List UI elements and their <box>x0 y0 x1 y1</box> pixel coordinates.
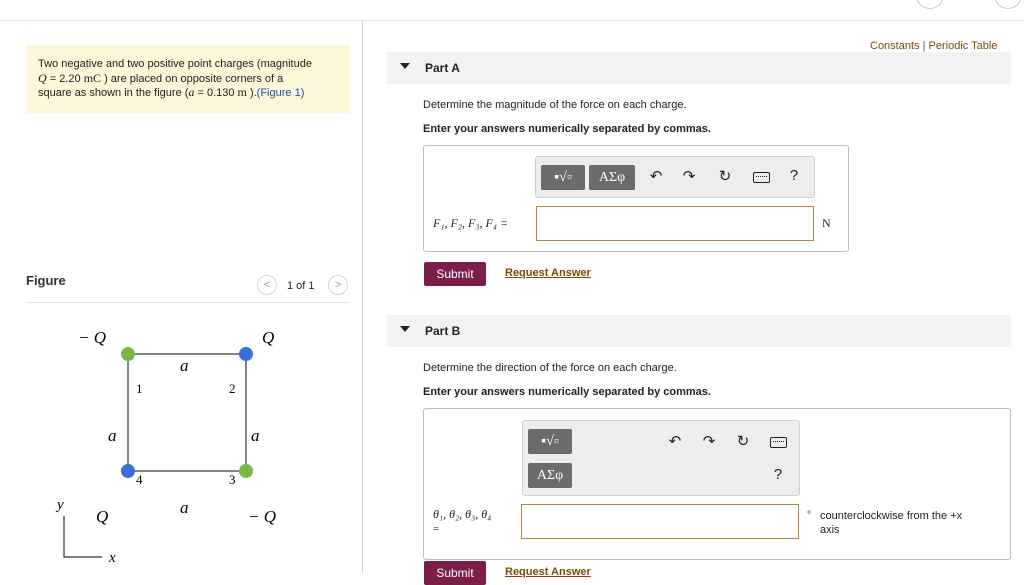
part-a-instruction: Enter your answers numerically separated by commas. <box>423 123 711 135</box>
charge-label-top-left: − Q <box>78 328 106 347</box>
charge-4-dot <box>121 464 135 478</box>
figure-next-button[interactable] <box>328 275 348 295</box>
charge-label-top-right: Q <box>262 328 275 347</box>
axis-x-label: x <box>109 550 116 566</box>
next-problem-button[interactable] <box>994 0 1022 9</box>
part-b-degree-marker: ° <box>807 510 811 521</box>
reference-links: Constants | Periodic Table <box>870 40 998 52</box>
part-a-label: F₁, F₂, F₃, F₄ = <box>433 216 509 230</box>
prev-problem-button[interactable] <box>916 0 944 9</box>
collapse-triangle-icon <box>400 63 410 69</box>
side-label-right: a <box>251 426 260 445</box>
side-label-bottom: a <box>180 498 189 517</box>
part-a-unit: N <box>822 216 831 230</box>
part-b-instruction: Enter your answers numerically separated by commas. <box>423 386 711 398</box>
chevron-left-icon: < <box>263 279 271 291</box>
charge-3-dot <box>239 464 253 478</box>
axis-y-label: y <box>57 497 64 513</box>
part-a-request-answer-link[interactable]: Request Answer <box>505 267 591 279</box>
figure-link[interactable]: (Figure 1) <box>256 87 305 99</box>
part-b-header[interactable] <box>387 315 1011 347</box>
charge-2-dot <box>239 347 253 361</box>
keyboard-icon[interactable] <box>767 434 789 451</box>
collapse-triangle-icon <box>400 326 410 332</box>
periodic-table-link[interactable]: Periodic Table <box>928 40 998 52</box>
part-b-equals: = <box>433 523 440 535</box>
part-b-question: Determine the direction of the force on each charge. <box>423 362 677 374</box>
part-b-submit-button[interactable]: Submit <box>424 561 486 585</box>
templates-button[interactable]: ▪√▫ <box>541 165 585 190</box>
part-a-question: Determine the magnitude of the force on each charge. <box>423 99 687 111</box>
charge-square-figure <box>26 311 346 571</box>
reset-icon[interactable]: ↻ <box>718 168 732 185</box>
part-b-label: θ₁, θ₂, θ₃, θ₄ <box>433 507 492 521</box>
part-b-unit: counterclockwise from the +x axis <box>820 510 963 536</box>
charge-label-bottom-left: Q <box>96 507 109 526</box>
corner-number-1: 1 <box>136 381 143 396</box>
corner-number-4: 4 <box>136 472 143 487</box>
side-label-top: a <box>180 356 189 375</box>
redo-icon[interactable]: ↷ <box>682 168 696 185</box>
problem-statement: Two negative and two positive point charges (magnitude Q = 2.20 mC ) are placed on opposite corners of a square as shown in the figure (a = 0.130 m ).(Figure 1) <box>26 45 350 113</box>
help-icon[interactable]: ? <box>789 167 799 184</box>
charge-1-dot <box>121 347 135 361</box>
left-panel <box>0 21 363 573</box>
part-a-toolbar <box>535 156 815 198</box>
part-b-request-answer-link[interactable]: Request Answer <box>505 566 591 578</box>
templates-button[interactable]: ▪√▫ <box>528 429 572 454</box>
undo-icon[interactable]: ↶ <box>649 168 663 185</box>
part-a-input[interactable] <box>536 206 814 241</box>
part-b-answer-box <box>423 408 1011 560</box>
part-a-header[interactable] <box>387 52 1011 84</box>
side-label-left: a <box>108 426 117 445</box>
part-a-submit-button[interactable]: Submit <box>424 262 486 286</box>
help-icon[interactable]: ? <box>773 466 783 483</box>
part-a-answer-box <box>423 145 849 252</box>
symbols-button[interactable]: ΑΣφ <box>589 165 635 190</box>
part-b-input[interactable] <box>521 504 799 539</box>
reset-icon[interactable]: ↻ <box>736 433 750 450</box>
part-a-title: Part A <box>425 61 460 75</box>
corner-number-3: 3 <box>229 472 236 487</box>
part-b-toolbar <box>522 420 800 496</box>
chevron-right-icon: > <box>334 279 342 291</box>
figure-pager: 1 of 1 <box>287 280 315 292</box>
redo-icon[interactable]: ↷ <box>702 433 716 450</box>
figure-divider <box>26 302 350 303</box>
corner-number-2: 2 <box>229 381 236 396</box>
figure-prev-button[interactable] <box>257 275 277 295</box>
part-b-title: Part B <box>425 324 461 338</box>
constants-link[interactable]: Constants <box>870 40 920 52</box>
keyboard-icon[interactable] <box>750 169 772 186</box>
undo-icon[interactable]: ↶ <box>668 433 682 450</box>
charge-label-bottom-right: − Q <box>248 507 276 526</box>
symbols-button[interactable]: ΑΣφ <box>528 463 572 488</box>
figure-label: Figure <box>26 273 66 288</box>
